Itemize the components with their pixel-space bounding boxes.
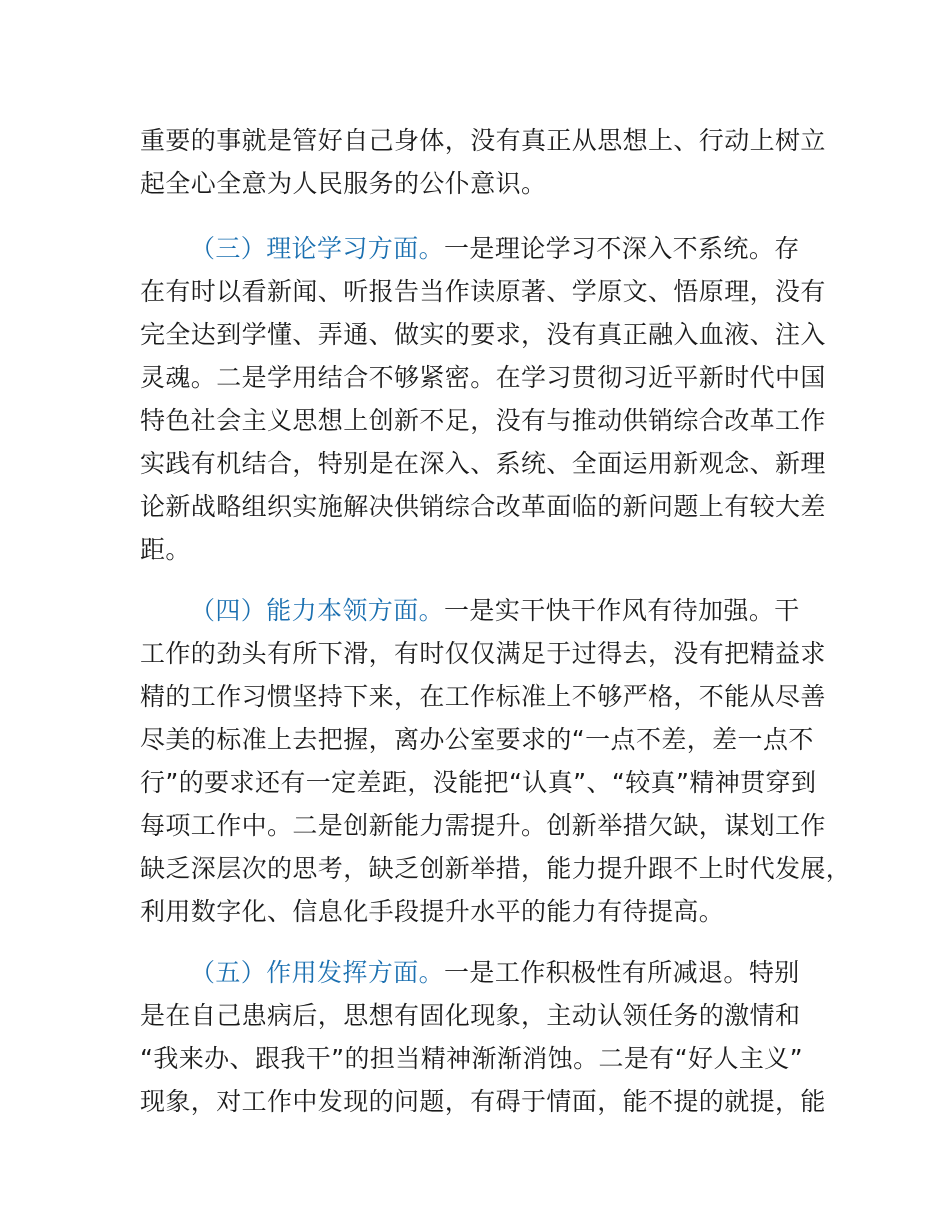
text-line: 现象，对工作中发现的问题，有碍于情面，能不提的就提，能 xyxy=(140,1087,826,1116)
text-line: “我来办、跟我干”的担当精神渐渐消蚀。二是有“好人主义” xyxy=(140,1044,804,1073)
text-line: 重要的事就是管好自己身体，没有真正从思想上、行动上树立 xyxy=(140,126,826,155)
text-line: 尽美的标准上去把握，离办公室要求的“一点不差，差一点不 xyxy=(140,725,814,754)
text-line: 灵魂。二是学用结合不够紧密。在学习贯彻习近平新时代中国 xyxy=(140,363,826,392)
paragraph-first-line xyxy=(190,594,800,628)
text-line: 缺乏深层次的思考，缺乏创新举措，能力提升跟不上时代发展， xyxy=(140,854,852,883)
text-line: 起全心全意为人民服务的公仆意识。 xyxy=(140,169,547,198)
text-span: 一是理论学习不深入不系统。存 xyxy=(444,234,800,263)
text-line: 实践有机结合，特别是在深入、系统、全面运用新观念、新理 xyxy=(140,449,826,478)
section-heading: （四）能力本领方面。 xyxy=(190,596,445,625)
paragraph-first-line xyxy=(190,232,800,266)
section-heading: （五）作用发挥方面。 xyxy=(190,958,445,987)
text-line: 距。 xyxy=(140,535,191,564)
paragraph-first-line xyxy=(190,956,800,990)
text-line: 论新战略组织实施解决供销综合改革面临的新问题上有较大差 xyxy=(140,492,826,521)
text-line: 工作的劲头有所下滑，有时仅仅满足于过得去，没有把精益求 xyxy=(140,639,826,668)
text-span: 一是实干快干作风有待加强。干 xyxy=(444,596,800,625)
text-line: 精的工作习惯坚持下来，在工作标准上不够严格，不能从尽善 xyxy=(140,682,826,711)
text-line: 特色社会主义思想上创新不足，没有与推动供销综合改革工作 xyxy=(140,406,826,435)
text-line: 完全达到学懂、弄通、做实的要求，没有真正融入血液、注入 xyxy=(140,320,826,349)
text-line: 是在自己患病后，思想有固化现象，主动认领任务的激情和 xyxy=(140,1001,801,1030)
text-span: 一是工作积极性有所减退。特别 xyxy=(444,958,800,987)
text-line: 每项工作中。二是创新能力需提升。创新举措欠缺，谋划工作 xyxy=(140,811,826,840)
section-heading: （三）理论学习方面。 xyxy=(190,234,445,263)
text-line: 行”的要求还有一定差距，没能把“认真”、“较真”精神贯穿到 xyxy=(140,768,817,797)
text-line: 利用数字化、信息化手段提升水平的能力有待提高。 xyxy=(140,897,725,926)
text-line: 在有时以看新闻、听报告当作读原著、学原文、悟原理，没有 xyxy=(140,277,826,306)
